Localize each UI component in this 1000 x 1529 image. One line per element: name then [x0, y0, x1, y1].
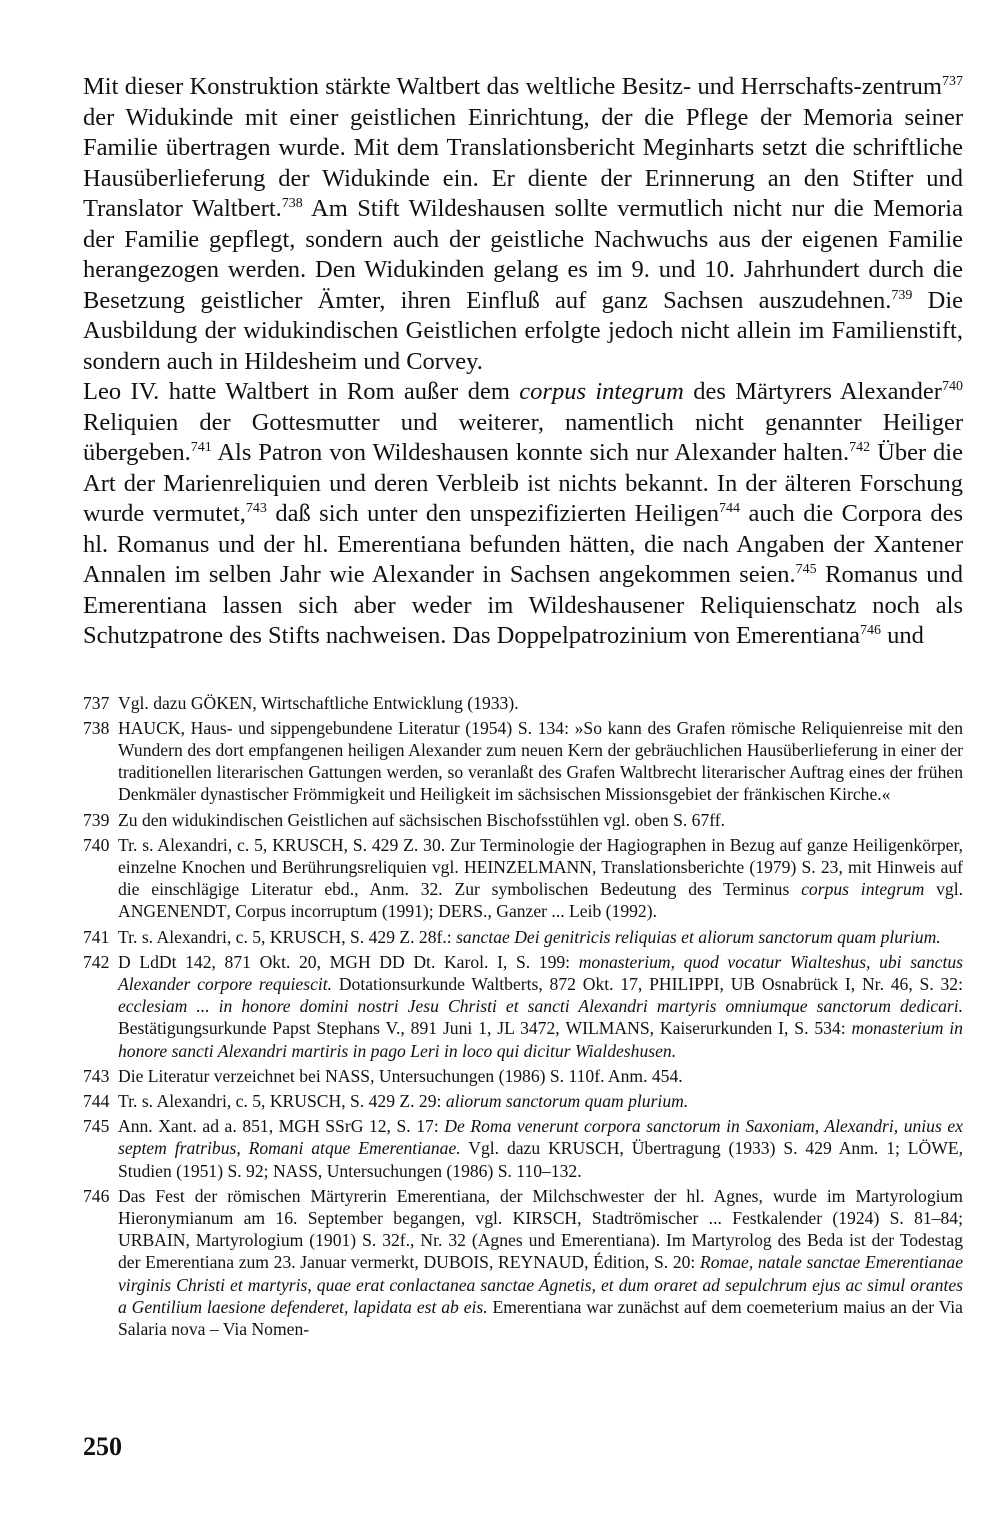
footnote-ref: 743 [245, 501, 267, 516]
latin-quote: De Roma venerunt corpora sanctorum in Saxoniam, Alexandri, unius ex septem fratribus, Romani atque Emerentianae. [118, 1116, 963, 1159]
paragraph-1 [83, 72, 963, 377]
page-number: 250 [83, 1432, 122, 1461]
text-run: Reliquien der Gottesmutter und weiterer, namentlich nicht genannter Heiliger übergeben. [83, 408, 963, 466]
latin-quote: Romae, natale sanctae Emerentianae virginis Christi et martyris, quae erat conlactanea sanctae Agnetis, et dum oraret ad sepulchrum ejus ac simul orantes a Gentilium laesione defenderet, lapidata est ab eis. [118, 1252, 964, 1317]
fn-text: , Studien (1951) S. 92; [118, 1138, 963, 1181]
footnote-number: 744 [83, 1090, 110, 1111]
fn-text: vgl. [924, 879, 964, 900]
text-run: Romanus und Emerentiana lassen sich aber weder im Wildeshausener Reliquienschatz noch als Schutzpatrone des Stifts nachweisen. Das Doppelpatrozinium von Emerentiana [83, 561, 963, 649]
fn-text: Die Literatur verzeichnet bei [118, 1065, 326, 1086]
author-name: KIRSCH [512, 1207, 578, 1228]
fn-text: Das Fest der römischen Märtyrerin Emerentiana, der Milchschwester der hl. Agnes, wurde im Martyrologium Hieronymianum am 16. September begangen, vgl. [118, 1185, 963, 1228]
author-name: NASS [272, 1160, 318, 1181]
author-name: HEINZELMANN [463, 856, 592, 877]
footnote-number: 739 [83, 809, 110, 830]
footnotes [83, 692, 963, 1341]
fn-text: , S. 429 Z. 30. Zur Terminologie der Hagiographen in Bezug auf ganze Heiligenkörper, einzelne Knochen und Berührungsreliquien vgl. [118, 834, 963, 877]
fn-text: , Haus- und sippengebundene Literatur (1954) S. 134: »So kann des Grafen römische Reliquienreise mit den Wundern des dort empfangenen heiligen Alexander zum neuen Kern der gebräuchlichen Hausüberlieferung in einer der traditionellen literarischen Gattungen werden, so veranlaßt des Grafen Waltbrecht literarischer Auftrag eines der frühen Denkmäler dynastischer Frömmigkeit und Heiligkeit im sächsischen Missionsgebiet der fränkischen Kirche.« [118, 717, 963, 805]
fn-text: , S. 429 Z. 29: [341, 1090, 446, 1111]
text-run: und [880, 622, 924, 649]
text-run: des Märtyrers Alexander [683, 378, 942, 405]
text-run: Leo IV. hatte Waltbert in Rom außer dem [83, 378, 520, 405]
text-run: Als Patron von Wildeshausen konnte sich nur Alexander halten. [211, 439, 850, 466]
footnote-ref: 746 [859, 623, 881, 638]
footnote-740 [83, 834, 963, 923]
footnote-741 [83, 926, 963, 948]
italic-term: corpus integrum [519, 378, 684, 405]
footnote-738 [83, 717, 963, 806]
footnote-number: 741 [83, 926, 110, 947]
author-name: GÖKEN [190, 692, 253, 713]
text-run: Die Ausbildung der widukindischen Geistlichen erfolgte jedoch nicht allein im Familienstift, sondern auch in Hildesheim und Corvey. [83, 286, 963, 375]
footnote-739 [83, 809, 963, 831]
author-name: NASS [325, 1065, 371, 1086]
fn-text: , S. 429 Z. 28f.: [341, 926, 457, 947]
page [83, 72, 963, 1343]
fn-text: , Untersuchungen (1986) S. 110f. Anm. 454. [370, 1065, 683, 1086]
author-name: DERS. [438, 901, 488, 922]
text-run: auch die Corpora des hl. Romanus und der hl. Emerentiana befunden hätten, die nach Angaben der Xantener Annalen im selben Jahr wie Alexander in Sachsen angekommen seien. [83, 500, 963, 588]
footnote-number: 740 [83, 834, 110, 855]
text-run: daß sich unter den unspezifizierten Heiligen [266, 500, 720, 527]
fn-text: , Martyrologium (1901) S. 32f., Nr. 32 (Agnes und Emerentiana). Im Martyrolog des Beda ist der Todestag der Emerentiana zum 23. Januar vermerkt, [118, 1230, 963, 1273]
fn-text: , Untersuchungen (1986) S. 110–132. [317, 1160, 582, 1181]
latin-quote: sanctae Dei genitricis reliquias et aliorum sanctorum quam plurium. [456, 926, 941, 947]
author-name: ANGENENDT [118, 901, 227, 922]
latin-quote: monasterium in honore sancti Alexandri martiris in pago Leri in loco qui dicitur Wialdeshusen. [118, 1018, 963, 1061]
text-run: Am Stift Wildeshausen sollte vermutlich nicht nur die Memoria der Familie gepflegt, sondern auch der geistliche Nachwuchs aus der eigenen Familie herangezogen werden. Den Widukinden gelang es im 9. und 10. Jahrhundert durch die Besetzung geistlicher Ämter, ihren Einfluß auf ganz Sachsen auszudehnen. [83, 195, 963, 314]
footnote-number: 738 [83, 717, 110, 738]
footnote-745 [83, 1115, 963, 1182]
footnote-743 [83, 1065, 963, 1087]
author-name: HAUCK [118, 717, 181, 738]
main-text [83, 72, 963, 652]
latin-quote: monasterium, quod vocatur Wialteshus, ubi sanctus Alexander corpore requiescit. [118, 951, 963, 994]
author-name: KRUSCH [269, 926, 342, 947]
footnote-ref: 740 [941, 379, 963, 394]
author-name: KRUSCH [548, 1138, 620, 1159]
fn-text: , UB Osnabrück I, Nr. 46, S. 32: [719, 973, 963, 994]
footnote-number: 742 [83, 951, 110, 972]
fn-text: Zu den widukindischen Geistlichen auf sächsischen Bischofsstühlen vgl. oben S. 67ff. [118, 809, 726, 830]
fn-text: , Kaiserurkunden I, S. 534: [649, 1018, 852, 1039]
author-name: REYNAUD [498, 1252, 585, 1273]
author-name: PHILIPPI [649, 973, 720, 994]
text-run: der Widukinde mit einer geistlichen Einrichtung, der die Pflege der Memoria seiner Familie übertragen wurde. Mit dem Translationsbericht Meginharts setzt die schriftliche Hausüberlieferung der Widukinde ein. Er diente der Erinnerung an den Stifter und Translator Waltbert. [83, 103, 963, 222]
latin-quote: ecclesiam ... in honore domini nostri Jesu Christi et sancti Alexandri martyris omniumque sanctorum dedicari. [118, 996, 963, 1017]
fn-text: Bestätigungsurkunde Papst Stephans V., 891 Juni 1, JL 3472, [118, 1018, 566, 1039]
author-name: LÖWE [907, 1138, 959, 1159]
fn-text: Tr. s. Alexandri, c. 5, [118, 1090, 270, 1111]
fn-text: Tr. s. Alexandri, c. 5, [118, 834, 273, 855]
paragraph-2 [83, 377, 963, 652]
fn-text: Vgl. dazu [118, 692, 191, 713]
footnote-number: 743 [83, 1065, 110, 1086]
footnote-ref: 738 [281, 196, 303, 211]
fn-text: , Édition, S. 20: [584, 1252, 700, 1273]
footnote-ref: 744 [719, 501, 741, 516]
fn-text: Dotationsurkunde Waltberts, 872 Okt. 17, [332, 973, 650, 994]
fn-text: , [488, 1252, 499, 1273]
fn-text: Vgl. dazu [460, 1138, 549, 1159]
fn-text: Ann. Xant. ad a. 851, MGH SSrG 12, S. 17: [118, 1116, 445, 1137]
footnote-number: 746 [83, 1185, 110, 1206]
fn-text: , Ganzer ... Leib (1992). [487, 901, 657, 922]
author-name: KRUSCH [272, 834, 344, 855]
footnote-746 [83, 1185, 963, 1340]
footnote-742 [83, 951, 963, 1062]
italic-term: corpus integrum [801, 879, 925, 900]
text-run: Über die Art der Marienreliquien und deren Verbleib ist nichts bekannt. In der älteren Forschung wurde vermutet, [83, 439, 963, 527]
footnote-ref: 742 [849, 440, 871, 455]
fn-text: Emerentiana war zunächst auf dem coemeterium maius an der Via Salaria nova – Via Nomen- [118, 1296, 963, 1339]
fn-text: , Stadtrömischer ... Festkalender (1924) S. 81–84; [577, 1207, 963, 1228]
footnote-ref: 739 [891, 287, 913, 303]
footnote-number: 745 [83, 1116, 110, 1137]
footnote-number: 737 [83, 692, 110, 713]
fn-text: Tr. s. Alexandri, c. 5, [118, 926, 270, 947]
fn-text: , Übertragung (1933) S. 429 Anm. 1; [619, 1138, 908, 1159]
text-run: Mit dieser Konstruktion stärkte Waltbert das weltliche Besitz- und Herrschafts-zentrum [83, 73, 942, 100]
latin-quote: aliorum sanctorum quam plurium. [445, 1090, 689, 1111]
fn-text: , Wirtschaftliche Entwicklung (1933). [252, 692, 519, 713]
fn-text: D LdDt 142, 871 Okt. 20, MGH DD Dt. Karol. I, S. 199: [118, 951, 579, 972]
footnote-737 [83, 692, 963, 714]
footnote-ref: 745 [795, 562, 817, 577]
author-name: URBAIN [118, 1230, 186, 1251]
author-name: DUBOIS [423, 1252, 489, 1273]
footnote-ref: 741 [190, 440, 212, 455]
footnote-ref: 737 [942, 74, 963, 89]
author-name: KRUSCH [269, 1090, 342, 1111]
fn-text: , Corpus incorruptum (1991); [226, 901, 439, 922]
fn-text: , Translationsberichte (1979) S. 23, mit Hinweis auf die einschlägige Literatur ebd., Anm. 32. Zur symbolischen Bedeutung des Terminus [118, 856, 963, 900]
author-name: WILMANS [565, 1018, 650, 1039]
footnote-744 [83, 1090, 963, 1112]
